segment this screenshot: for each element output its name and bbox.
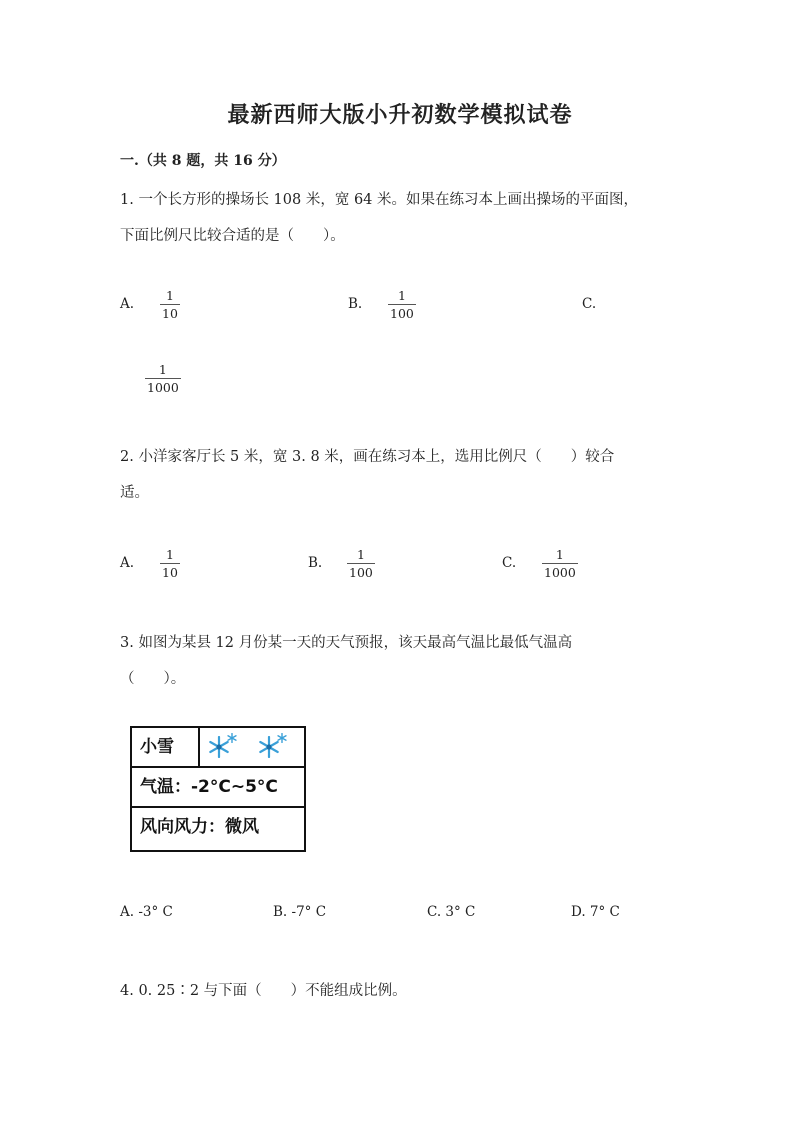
fraction-denominator: 100: [349, 565, 373, 580]
fraction-numerator: 1: [165, 288, 174, 303]
weather-row-condition: [132, 728, 304, 768]
q2-option-b-fraction: [347, 548, 375, 579]
q2-option-c-label: C.: [502, 555, 517, 571]
fraction-numerator: 1: [165, 547, 174, 562]
weather-temperature-text: 气温：-2°C~5°C: [140, 777, 278, 797]
q3-option-d: D. 7° C: [571, 904, 620, 920]
weather-row-wind: [132, 808, 304, 850]
section-header: 一.（共 8 题，共 16 分）: [120, 153, 286, 169]
fraction-denominator: 10: [162, 565, 178, 580]
weather-condition-text: 小雪: [140, 737, 174, 757]
fraction-numerator: 1: [397, 288, 406, 303]
weather-divider: [198, 728, 200, 766]
q3-option-c: C. 3° C: [427, 904, 476, 920]
weather-forecast-image: [130, 726, 306, 852]
q1-option-a-fraction: [160, 289, 180, 320]
question-3-line-1: 3. 如图为某县 12 月份某一天的天气预报，该天最高气温比最低气温高: [120, 635, 573, 651]
q1-option-c-label: C.: [582, 296, 597, 312]
small-snowflake-icon: [227, 733, 237, 743]
q1-option-c-fraction: [145, 363, 181, 394]
q2-option-a-label: A.: [120, 555, 135, 571]
question-2-line-2: 适。: [120, 485, 149, 501]
fraction-denominator: 1000: [147, 380, 179, 395]
q2-option-a-fraction: [160, 548, 180, 579]
q1-option-b-label: B.: [348, 296, 363, 312]
weather-wind-text: 风向风力：微风: [140, 817, 259, 837]
q3-option-a: A. -3° C: [120, 904, 173, 920]
question-2-line-1: 2. 小洋家客厅长 5 米，宽 3. 8 米，画在练习本上，选用比例尺（ ）较合: [120, 449, 615, 465]
question-1-line-1: 1. 一个长方形的操场长 108 米，宽 64 米。如果在练习本上画出操场的平面图，: [120, 192, 639, 208]
fraction-denominator: 1000: [544, 565, 576, 580]
q2-option-b-label: B.: [308, 555, 323, 571]
q1-option-b-fraction: [388, 289, 416, 320]
question-3-line-2: （ ）。: [120, 671, 186, 687]
fraction-numerator: 1: [555, 547, 564, 562]
question-4-line-1: 4. 0. 25∶2 与下面（ ）不能组成比例。: [120, 983, 407, 999]
fraction-denominator: 100: [390, 306, 414, 321]
weather-row-temperature: [132, 768, 304, 808]
fraction-numerator: 1: [356, 547, 365, 562]
q2-option-c-fraction: [542, 548, 578, 579]
fraction-denominator: 10: [162, 306, 178, 321]
q1-option-a-label: A.: [120, 296, 135, 312]
small-snowflake-icon: [277, 733, 287, 743]
fraction-numerator: 1: [158, 362, 167, 377]
q3-option-b: B. -7° C: [273, 904, 327, 920]
page-title: 最新西师大版小升初数学模拟试卷: [227, 102, 573, 128]
question-1-line-2: 下面比例尺比较合适的是（ ）。: [120, 228, 345, 244]
